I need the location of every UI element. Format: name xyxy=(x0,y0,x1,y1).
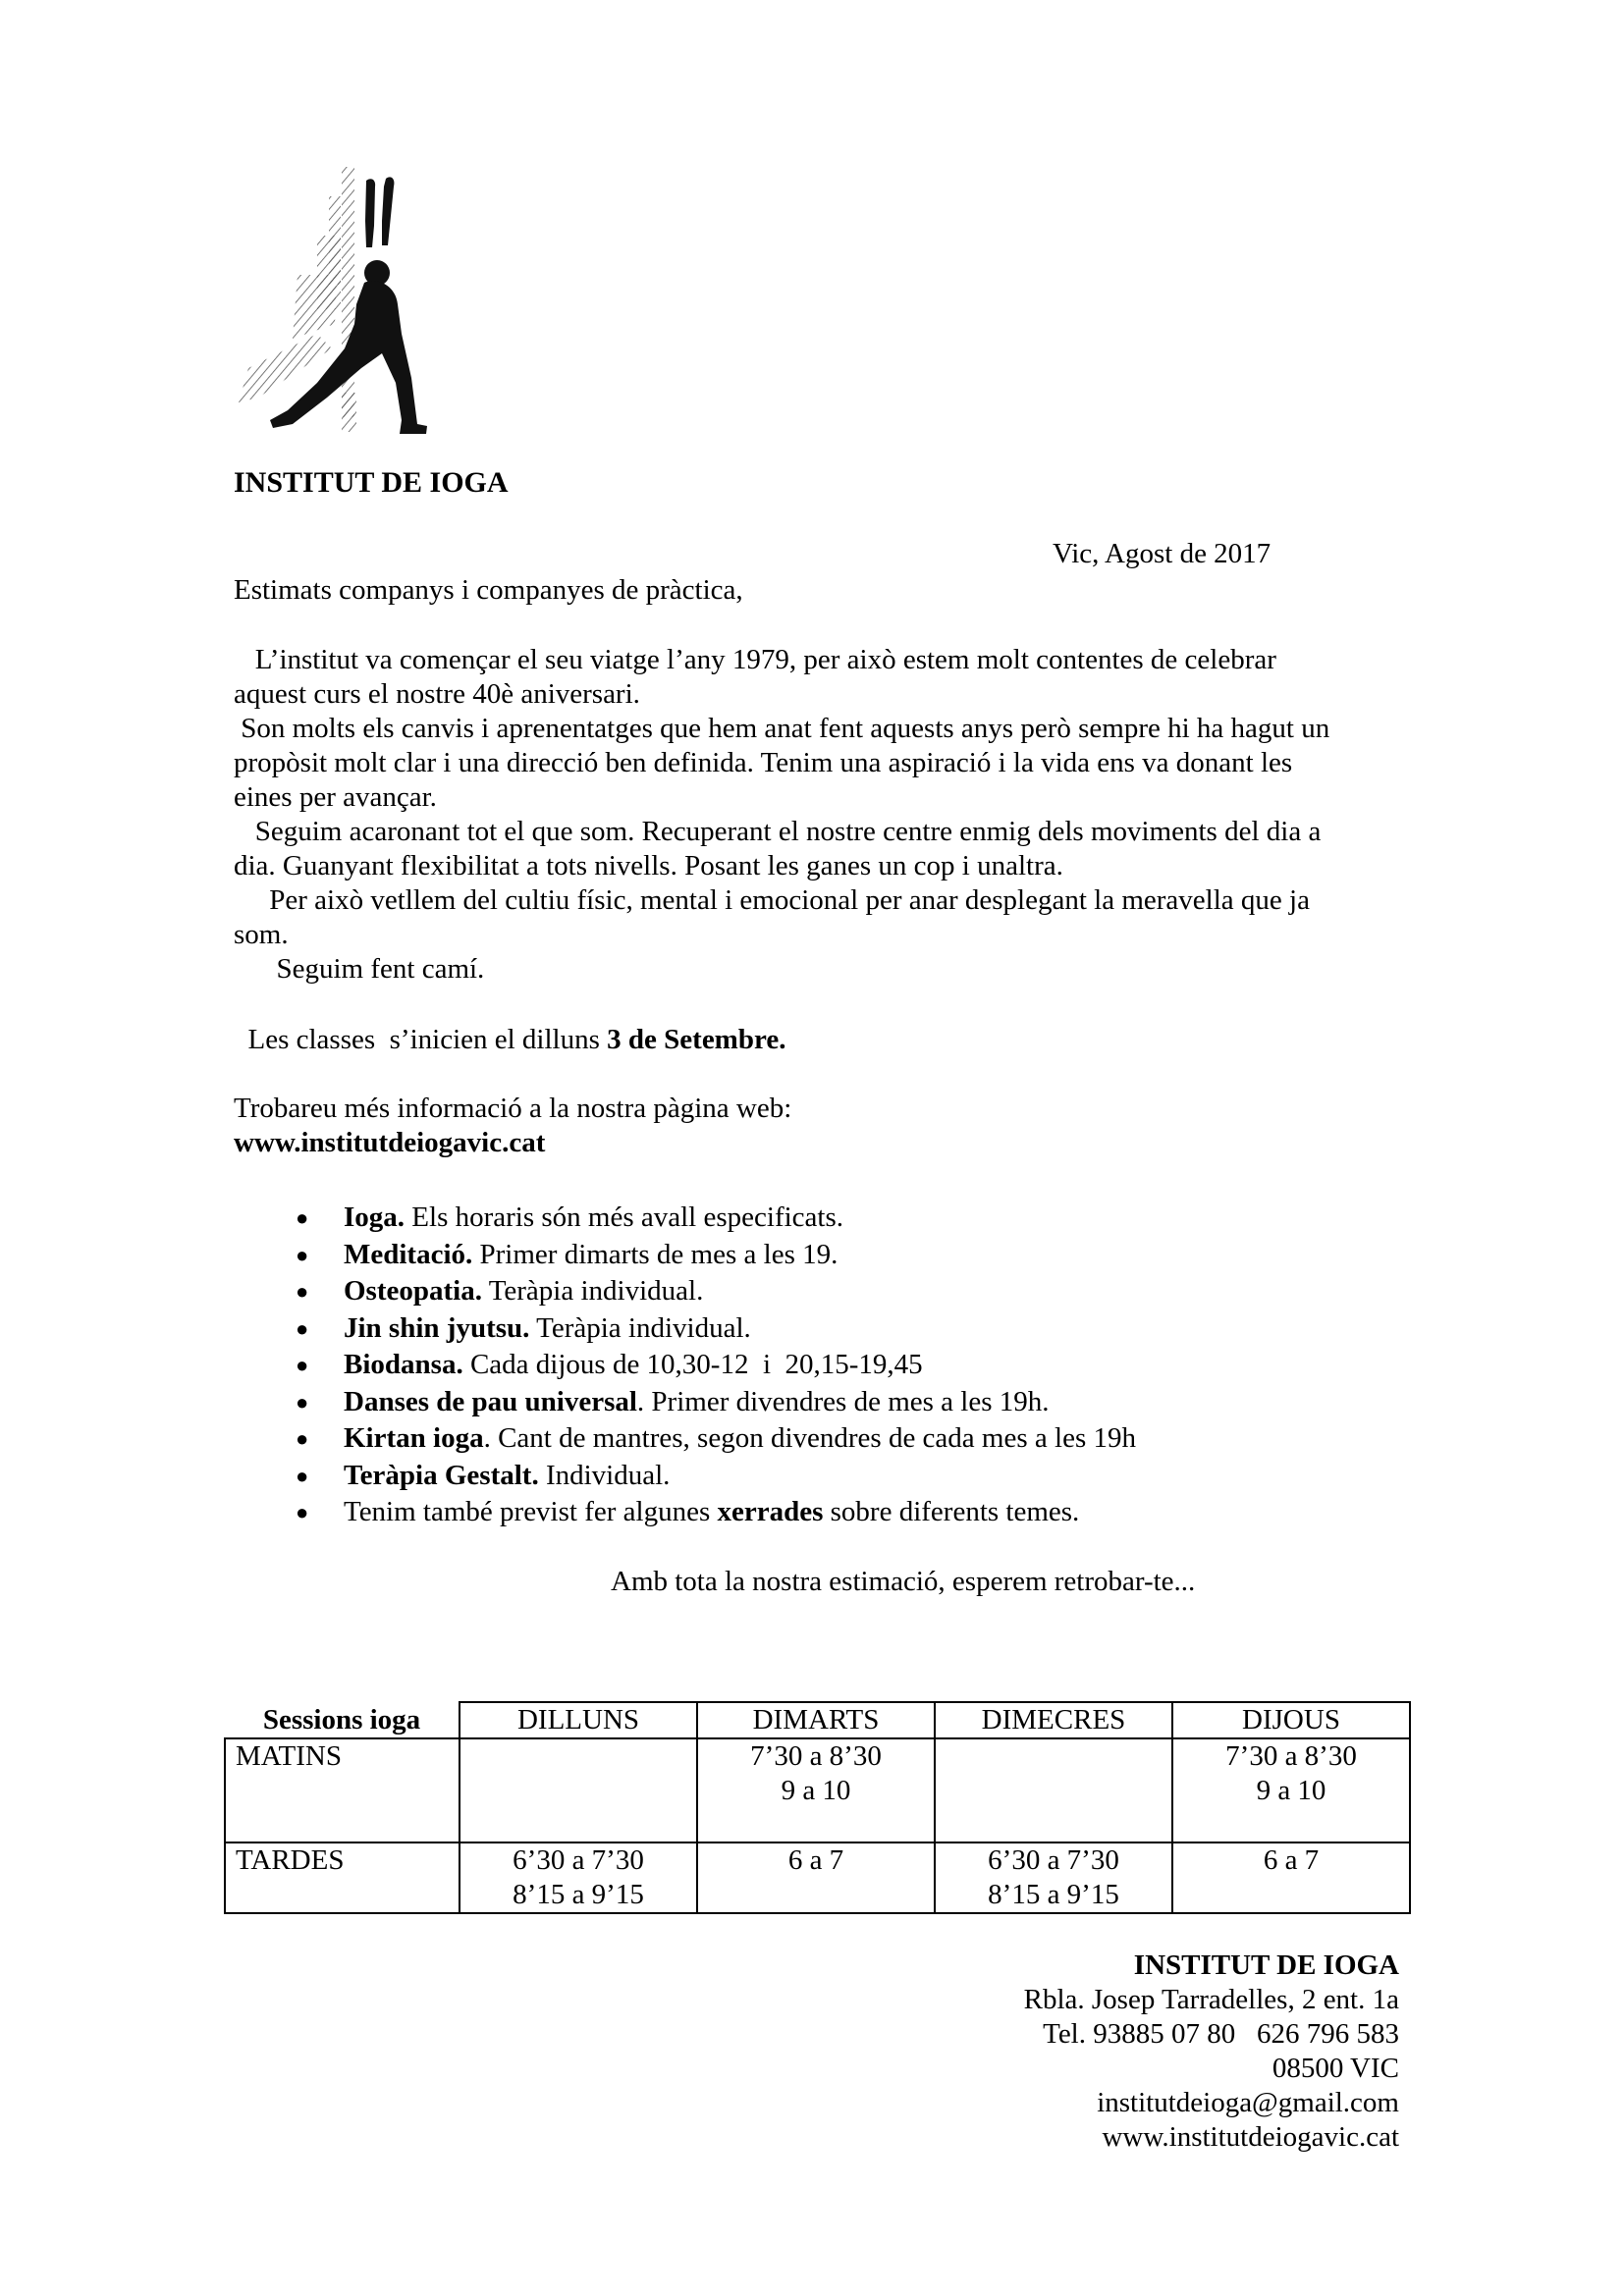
list-item xyxy=(234,1310,1136,1348)
list-item xyxy=(234,1420,1136,1458)
table-cell xyxy=(935,1842,1172,1913)
service-detail: . Primer divendres de mes a les 19h. xyxy=(636,1385,1050,1417)
service-detail: sobre diferents temes. xyxy=(823,1496,1080,1527)
service-name: Kirtan ioga xyxy=(344,1422,484,1454)
table-cell xyxy=(1172,1842,1410,1913)
row-label: MATINS xyxy=(225,1738,460,1842)
service-name: Biodansa. xyxy=(344,1349,463,1380)
list-item xyxy=(234,1273,1136,1310)
time-slot: 6’30 a 7’30 xyxy=(513,1844,644,1876)
paragraph: Seguim fent camí. xyxy=(234,953,485,985)
closing-line: Amb tota la nostra estimació, esperem retrobar-te... xyxy=(611,1566,1196,1597)
bullet-icon: ● xyxy=(296,1426,309,1451)
paragraph: Per això vetllem del cultiu físic, mental i emocional per anar desplegant la meravella que ja som. xyxy=(234,884,1310,950)
footer-name: INSTITUT DE IOGA xyxy=(1133,1949,1399,1981)
footer-address: Rbla. Josep Tarradelles, 2 ent. 1a xyxy=(1023,1984,1399,2015)
list-item xyxy=(234,1494,1136,1531)
table-cell xyxy=(935,1738,1172,1842)
table-cell xyxy=(1172,1738,1410,1842)
yoga-warrior-pose-logo xyxy=(239,167,494,434)
bullet-icon: ● xyxy=(296,1279,309,1304)
list-item xyxy=(234,1237,1136,1274)
letter-date: Vic, Agost de 2017 xyxy=(1053,538,1271,569)
time-slot: 7’30 a 8’30 xyxy=(750,1740,882,1772)
table-cell xyxy=(697,1842,935,1913)
service-detail: Teràpia individual. xyxy=(481,1275,704,1307)
table-cell xyxy=(460,1842,697,1913)
service-detail: Cada dijous de 10,30-12 i 20,15-19,45 xyxy=(462,1349,923,1380)
classes-start-notice xyxy=(234,1024,785,1056)
services-list xyxy=(234,1200,1136,1531)
service-name: Ioga. xyxy=(344,1201,406,1233)
service-name: Osteopatia. xyxy=(344,1275,482,1307)
start-prefix: Les classes s’inicien el dilluns xyxy=(234,1024,608,1055)
footer-web[interactable]: www.institutdeiogavic.cat xyxy=(1102,2121,1399,2153)
table-cell xyxy=(697,1738,935,1842)
time-slot: 6 a 7 xyxy=(1263,1844,1320,1876)
contact-footer xyxy=(1024,1949,1399,2155)
bullet-icon: ● xyxy=(296,1389,309,1415)
day-header: DILLUNS xyxy=(460,1702,697,1738)
time-slot: 9 a 10 xyxy=(1256,1775,1326,1806)
letter-greeting: Estimats companys i companyes de pràctica, xyxy=(234,574,743,606)
day-header: DIJOUS xyxy=(1172,1702,1410,1738)
page-title: INSTITUT DE IOGA xyxy=(234,466,509,499)
bullet-icon: ● xyxy=(296,1242,309,1267)
paragraph: Son molts els canvis i aprenentatges que hem anat fent aquests anys però sempre hi ha hagut un propòsit molt clar i una direcció ben definida. Tenim una aspiració i la vida ens va donant les eines per avançar. xyxy=(234,713,1330,813)
list-item xyxy=(234,1458,1136,1495)
bullet-icon: ● xyxy=(296,1315,309,1341)
service-detail-prefix: Tenim també previst fer algunes xyxy=(344,1496,718,1527)
bullet-icon: ● xyxy=(296,1463,309,1488)
service-detail: Individual. xyxy=(538,1459,671,1491)
bullet-icon: ● xyxy=(296,1205,309,1230)
day-header: DIMARTS xyxy=(697,1702,935,1738)
list-item xyxy=(234,1200,1136,1237)
letter-body xyxy=(234,643,1412,987)
footer-phone: Tel. 93885 07 80 626 796 583 xyxy=(1043,2018,1399,2050)
service-detail: Teràpia individual. xyxy=(529,1311,751,1344)
time-slot: 7’30 a 8’30 xyxy=(1225,1740,1357,1772)
website-link[interactable]: www.institutdeiogavic.cat xyxy=(234,1127,546,1158)
service-name: Jin shin jyutsu. xyxy=(344,1311,530,1344)
time-slot: 8’15 a 9’15 xyxy=(513,1879,644,1910)
footer-city: 08500 VIC xyxy=(1271,2053,1399,2084)
time-slot: 6’30 a 7’30 xyxy=(988,1844,1119,1876)
service-detail: Primer dimarts de mes a les 19. xyxy=(472,1238,839,1270)
start-date: 3 de Setembre. xyxy=(607,1024,786,1055)
service-detail: Els horaris són més avall especificats. xyxy=(405,1201,843,1233)
service-detail: . Cant de mantres, segon divendres de cada mes a les 19h xyxy=(483,1422,1136,1454)
footer-email[interactable]: institutdeioga@gmail.com xyxy=(1097,2087,1399,2118)
time-slot: 8’15 a 9’15 xyxy=(988,1879,1119,1910)
service-name: Teràpia Gestalt. xyxy=(344,1459,539,1491)
service-name: Danses de pau universal xyxy=(344,1385,637,1417)
time-slot: 6 a 7 xyxy=(787,1844,844,1876)
service-name: Meditació. xyxy=(344,1238,473,1270)
yoga-schedule-table xyxy=(224,1701,1411,1914)
bullet-icon: ● xyxy=(296,1353,309,1377)
list-item xyxy=(234,1347,1136,1384)
day-header: DIMECRES xyxy=(935,1702,1172,1738)
schedule-corner-label: Sessions ioga xyxy=(225,1702,460,1738)
paragraph: Seguim acaronant tot el que som. Recuperant el nostre centre enmig dels moviments del dia a dia. Guanyant flexibilitat a tots nivells. Posant les ganes un cop i unaltra. xyxy=(234,816,1322,881)
row-label: TARDES xyxy=(225,1842,460,1913)
table-cell xyxy=(460,1738,697,1842)
list-item xyxy=(234,1384,1136,1421)
service-name: xerrades xyxy=(717,1496,824,1527)
info-text: Trobareu més informació a la nostra pàgina web: xyxy=(234,1093,792,1124)
bullet-icon: ● xyxy=(296,1500,309,1524)
time-slot: 9 a 10 xyxy=(781,1775,851,1806)
paragraph: L’institut va començar el seu viatge l’any 1979, per això estem molt contentes de celebrar aquest curs el nostre 40è aniversari. xyxy=(234,644,1276,710)
